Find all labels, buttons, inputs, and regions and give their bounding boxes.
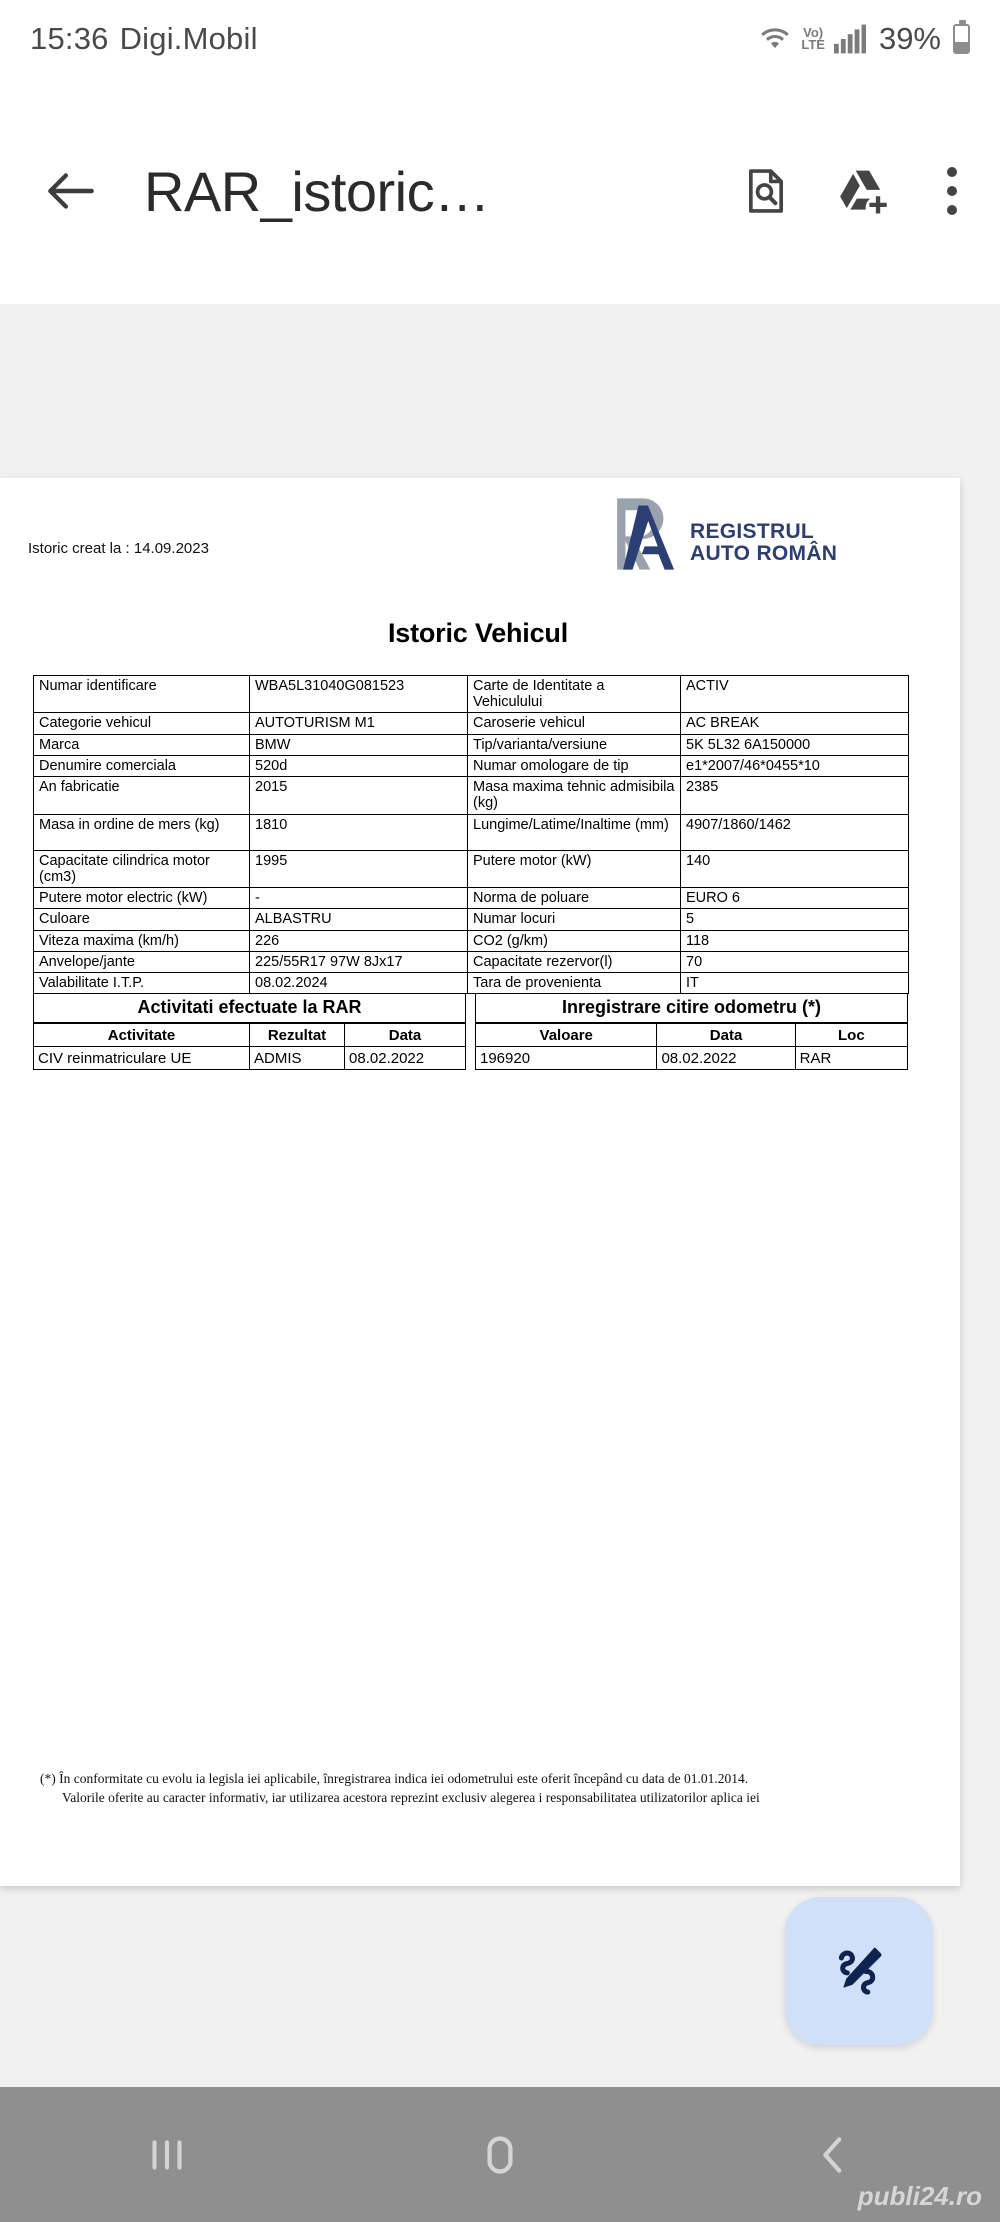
page-title: RAR_istoric… [144, 159, 490, 223]
rar-logo-line1: REGISTRUL [690, 519, 815, 543]
app-bar [0, 78, 1000, 304]
table-row [34, 888, 909, 909]
table-row [34, 777, 909, 814]
column-header: Activitate [34, 1024, 250, 1047]
spec-label: Valabilitate I.T.P. [34, 973, 250, 994]
column-header: Valoare [476, 1024, 657, 1047]
activities-table-block [33, 994, 466, 1070]
spec-label: Anvelope/jante [34, 951, 250, 972]
table-row [34, 850, 909, 887]
spec-label: Lungime/Latime/Inaltime (mm) [468, 814, 681, 850]
column-header: Loc [795, 1024, 907, 1047]
column-header: Data [657, 1024, 795, 1047]
document-header [28, 504, 928, 600]
home-icon [474, 2129, 526, 2181]
spec-label: Viteza maxima (km/h) [34, 930, 250, 951]
spec-label: Culoare [34, 909, 250, 930]
app-bar-actions [740, 161, 972, 221]
odometer-table-block [475, 994, 908, 1070]
spec-value: ALBASTRU [250, 909, 468, 930]
table-row [34, 909, 909, 930]
spec-label: Masa maxima tehnic admisibila (kg) [468, 777, 681, 814]
table-row [34, 755, 909, 776]
table-cell: 08.02.2022 [657, 1047, 795, 1070]
volte-indicator [801, 24, 825, 52]
spec-value: ACTIV [681, 676, 909, 713]
rar-monogram-icon [612, 496, 684, 572]
spec-label: Marca [34, 734, 250, 755]
system-navigation-bar [0, 2087, 1000, 2222]
table-header-row [476, 1024, 908, 1047]
spec-value: EURO 6 [681, 888, 909, 909]
table-row [34, 814, 909, 850]
status-bar-right [758, 21, 970, 57]
spec-label: Numar identificare [34, 676, 250, 713]
table-row [34, 1047, 466, 1070]
spec-label: Numar omologare de tip [468, 755, 681, 776]
table-cell: RAR [795, 1047, 907, 1070]
spec-label: Tara de provenienta [468, 973, 681, 994]
table-row [34, 951, 909, 972]
spec-value: 2385 [681, 777, 909, 814]
status-bar [0, 0, 1000, 78]
spec-label: Putere motor electric (kW) [34, 888, 250, 909]
wifi-icon [758, 22, 792, 56]
find-in-document-icon[interactable] [740, 165, 792, 217]
spec-value: 225/55R17 97W 8Jx17 [250, 951, 468, 972]
spec-value: 4907/1860/1462 [681, 814, 909, 850]
column-header: Rezultat [250, 1024, 345, 1047]
spec-label: CO2 (g/km) [468, 930, 681, 951]
carrier-name: Digi.Mobil [119, 21, 258, 56]
odometer-table [475, 1023, 908, 1070]
spec-label: Masa in ordine de mers (kg) [34, 814, 250, 850]
recents-icon [142, 2130, 192, 2180]
annotate-fab-button[interactable] [785, 1897, 933, 2045]
table-row [34, 713, 909, 734]
table-cell: 196920 [476, 1047, 657, 1070]
status-bar-left [30, 21, 258, 57]
volte-top-label: Vo) [803, 24, 824, 40]
spec-label: Capacitate rezervor(l) [468, 951, 681, 972]
spec-value: BMW [250, 734, 468, 755]
volte-bottom-label: LTE [801, 37, 825, 52]
spec-label: Carte de Identitate a Vehiculului [468, 676, 681, 713]
save-to-drive-icon[interactable] [836, 165, 888, 217]
spec-value: IT [681, 973, 909, 994]
spec-value: 520d [250, 755, 468, 776]
created-date-label: Istoric creat la : 14.09.2023 [28, 540, 209, 557]
table-header-row [34, 1024, 466, 1047]
spec-value: WBA5L31040G081523 [250, 676, 468, 713]
more-options-icon[interactable] [932, 161, 972, 221]
spec-value: 118 [681, 930, 909, 951]
spec-label: Putere motor (kW) [468, 850, 681, 887]
spec-value: 5 [681, 909, 909, 930]
back-button[interactable] [667, 2130, 1000, 2180]
document-page [0, 478, 960, 1886]
spec-value: AUTOTURISM M1 [250, 713, 468, 734]
table-cell: 08.02.2022 [345, 1047, 466, 1070]
sub-tables [33, 994, 908, 1070]
table-cell: ADMIS [250, 1047, 345, 1070]
spec-label: Categorie vehicul [34, 713, 250, 734]
odometer-section-title: Inregistrare citire odometru (*) [475, 994, 908, 1023]
spec-label: An fabricatie [34, 777, 250, 814]
annotate-pen-icon [827, 1939, 891, 2003]
vehicle-spec-table [33, 675, 909, 994]
activities-table [33, 1023, 466, 1070]
spec-value: 2015 [250, 777, 468, 814]
clock: 15:36 [30, 21, 109, 56]
battery-icon [953, 24, 970, 54]
back-arrow-icon[interactable] [40, 160, 102, 222]
rar-logo [612, 496, 837, 572]
home-button[interactable] [333, 2129, 666, 2181]
spec-label: Caroserie vehicul [468, 713, 681, 734]
site-watermark: publi24.ro [857, 2181, 982, 2211]
document-footnote [40, 1769, 910, 1808]
back-icon [808, 2130, 858, 2180]
spec-value: 1810 [250, 814, 468, 850]
rar-logo-line2: AUTO ROMÂN [690, 542, 838, 565]
table-row [34, 734, 909, 755]
spec-value: 140 [681, 850, 909, 887]
table-cell: CIV reinmatriculare UE [34, 1047, 250, 1070]
document-heading: Istoric Vehicul [387, 618, 569, 648]
footnote-line-2: Valorile oferite au caracter informativ, iar utilizarea acestora reprezint exclusiv alegerea i responsabilitatea utilizatorilor aplica iei [62, 1790, 760, 1806]
spec-value: 1995 [250, 850, 468, 887]
spec-value: 226 [250, 930, 468, 951]
rar-logo-text [690, 521, 837, 566]
spec-value: 5K 5L32 6A150000 [681, 734, 909, 755]
spec-label: Tip/varianta/versiune [468, 734, 681, 755]
footnote-line-1: (*) În conformitate cu evolu ia legisla iei aplicabile, înregistrarea indica iei odometrului este oferit începând cu data de 01.01.2014. [40, 1770, 749, 1786]
pdf-viewer-area[interactable] [0, 304, 1000, 2087]
spec-value: - [250, 888, 468, 909]
column-header: Data [345, 1024, 466, 1047]
spec-value: AC BREAK [681, 713, 909, 734]
spec-value: 70 [681, 951, 909, 972]
activities-section-title: Activitati efectuate la RAR [33, 994, 466, 1023]
recents-button[interactable] [0, 2130, 333, 2180]
spec-label: Capacitate cilindrica motor (cm3) [34, 850, 250, 887]
spec-value: 08.02.2024 [250, 973, 468, 994]
cellular-signal-icon [834, 24, 866, 54]
table-row [34, 930, 909, 951]
table-row [34, 973, 909, 994]
spec-value: e1*2007/46*0455*10 [681, 755, 909, 776]
table-row [476, 1047, 908, 1070]
table-row [34, 676, 909, 713]
spec-label: Denumire comerciala [34, 755, 250, 776]
spec-label: Numar locuri [468, 909, 681, 930]
battery-percent: 39% [878, 21, 941, 56]
spec-label: Norma de poluare [468, 888, 681, 909]
